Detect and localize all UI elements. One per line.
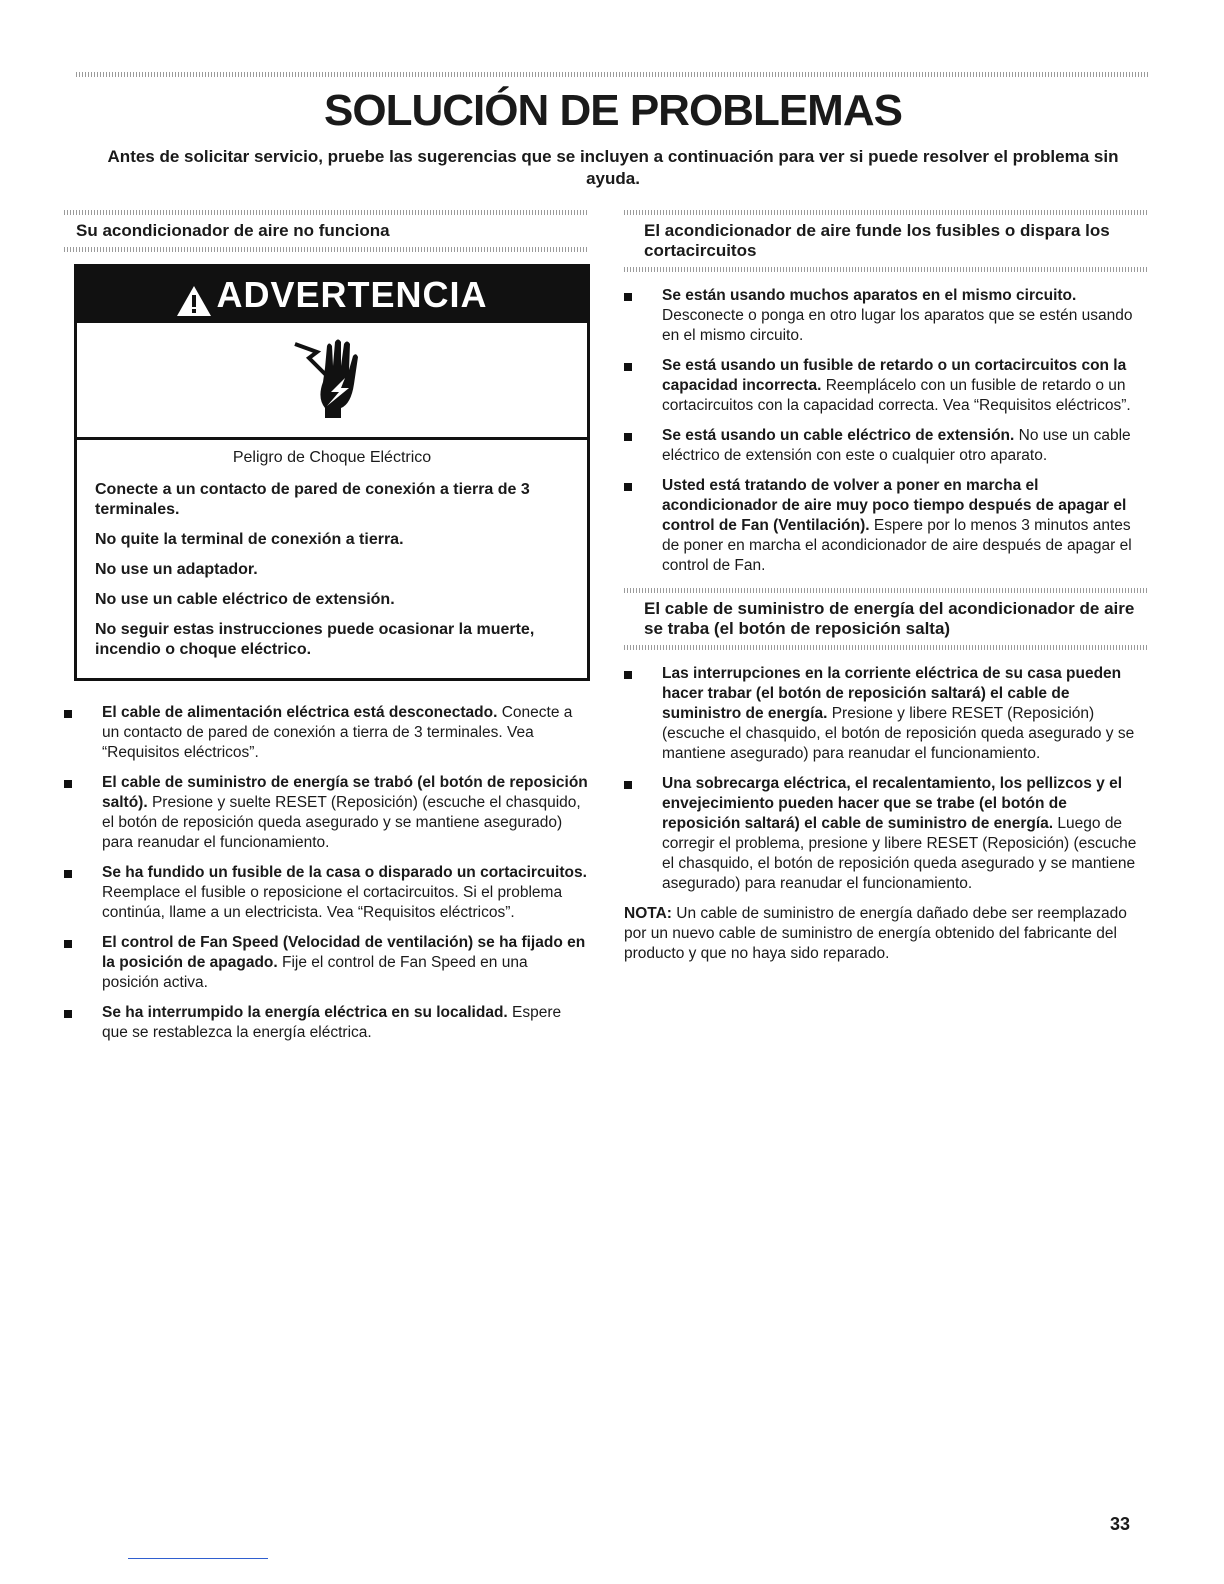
bullet-icon [64, 940, 72, 948]
warning-body [77, 440, 587, 678]
right-column [624, 210, 1148, 964]
danger-label: Peligro de Choque Eléctrico [232, 449, 432, 466]
right-items-2 [624, 664, 1148, 894]
section-heading-cable-se-traba: El cable de suministro de energía del acondicionador de aire se traba (el botón de reposición salta) [644, 599, 1135, 638]
bottom-rule [128, 1558, 268, 1559]
intro-text: Antes de solicitar servicio, pruebe las sugerencias que se incluyen a continuación para ver si puede resolver el problema sin ayuda. [107, 147, 1119, 188]
list-item: El control de Fan Speed (Velocidad de ventilación) se ha fijado en la posición de apagado. Fije el control de Fan Speed en una posición activa. [64, 933, 588, 993]
section-heading-fusibles: El acondicionador de aire funde los fusibles o dispara los cortacircuitos [644, 221, 1110, 260]
warning-line: No quite la terminal de conexión a tierra. [95, 531, 404, 548]
warning-banner-text: ADVERTENCIA [216, 274, 488, 315]
page-number: 33 [1110, 1514, 1131, 1534]
bullet-icon [624, 363, 632, 371]
list-item: El cable de alimentación eléctrica está desconectado. Conecte a un contacto de pared de conexión a tierra de 3 terminales. Vea “Requisitos eléctricos”. [64, 703, 588, 763]
warning-box [74, 264, 590, 681]
warning-line: No use un cable eléctrico de extensión. [95, 591, 395, 608]
bullet-icon [64, 710, 72, 718]
list-item: Se están usando muchos aparatos en el mismo circuito. Desconecte o ponga en otro lugar los aparatos que se estén usando en el mismo circuito. [624, 286, 1148, 346]
list-item: Las interrupciones en la corriente eléctrica de su casa pueden hacer trabar (el botón de reposición saltará) el cable de suministro de energía. Presione y libere RESET (Reposición) (escuche el chasquido, el botón de reposición queda asegurado y se mantiene asegurado) para reanudar el funcionamiento. [624, 664, 1148, 764]
left-column [64, 210, 588, 1053]
right-items-1 [624, 286, 1148, 576]
list-item: Se ha interrumpido la energía eléctrica en su localidad. Espere que se restablezca la energía eléctrica. [64, 1003, 588, 1043]
bullet-icon [624, 781, 632, 789]
bullet-icon [64, 1010, 72, 1018]
warning-triangle-icon [176, 277, 212, 333]
warning-line: No seguir estas instrucciones puede ocasionar la muerte, incendio o choque eléctrico. [95, 621, 535, 658]
bullet-icon [64, 780, 72, 788]
left-items [64, 703, 588, 1043]
page-title: SOLUCIÓN DE PROBLEMAS [324, 86, 902, 135]
list-item: Se está usando un cable eléctrico de extensión. No use un cable eléctrico de extensión con este o cualquier otro aparato. [624, 426, 1148, 466]
section-rule [624, 645, 1148, 650]
section-rule [624, 267, 1148, 272]
note-label: NOTA: [624, 905, 672, 922]
bullet-icon [624, 293, 632, 301]
bullet-icon [64, 870, 72, 878]
note-text: Un cable de suministro de energía dañado debe ser reemplazado por un nuevo cable de suministro de energía obtenido del fabricante del producto y que no haya sido reparado. [624, 905, 1127, 962]
warning-line: Conecte a un contacto de pared de conexión a tierra de 3 terminales. [95, 481, 530, 518]
note-paragraph [624, 904, 1148, 964]
list-item: Una sobrecarga eléctrica, el recalentamiento, los pellizcos y el envejecimiento pueden hacer que se trabe (el botón de reposición saltará) el cable de suministro de energía. Luego de corregir el problema, presione y libere RESET (Reposición) (escuche el chasquido, el botón de reposición queda asegurado y se mantiene asegurado) para reanudar el funcionamiento. [624, 774, 1148, 894]
bullet-icon [624, 433, 632, 441]
list-item: Usted está tratando de volver a poner en marcha el acondicionador de aire muy poco tiempo después de apagar el control de Fan (Ventilación). Espere por lo menos 3 minutos antes de poner en marcha el acondicionador de aire después de apagar el control de Fan. [624, 476, 1148, 576]
top-rule [76, 72, 1150, 77]
list-item: El cable de suministro de energía se trabó (el botón de reposición saltó). Presione y suelte RESET (Reposición) (escuche el chasquido, el botón de reposición queda asegurado y se mantiene asegurado) para reanudar el funcionamiento. [64, 773, 588, 853]
bullet-icon [624, 483, 632, 491]
section-heading-no-funciona: Su acondicionador de aire no funciona [76, 221, 390, 240]
list-item: Se ha fundido un fusible de la casa o disparado un cortacircuitos. Reemplace el fusible o reposicione el cortacircuitos. Si el problema continúa, llame a un electricista. Vea “Requisitos eléctricos”. [64, 863, 588, 923]
warning-line: No use un adaptador. [95, 561, 258, 578]
bullet-icon [624, 671, 632, 679]
electric-shock-hazard-icon [77, 323, 587, 440]
warning-banner [77, 267, 587, 323]
section-rule [64, 247, 588, 252]
list-item: Se está usando un fusible de retardo o un cortacircuitos con la capacidad incorrecta. Reemplácelo con un fusible de retardo o un cortacircuitos con la capacidad correcta. Vea “Requisitos eléctricos”. [624, 356, 1148, 416]
